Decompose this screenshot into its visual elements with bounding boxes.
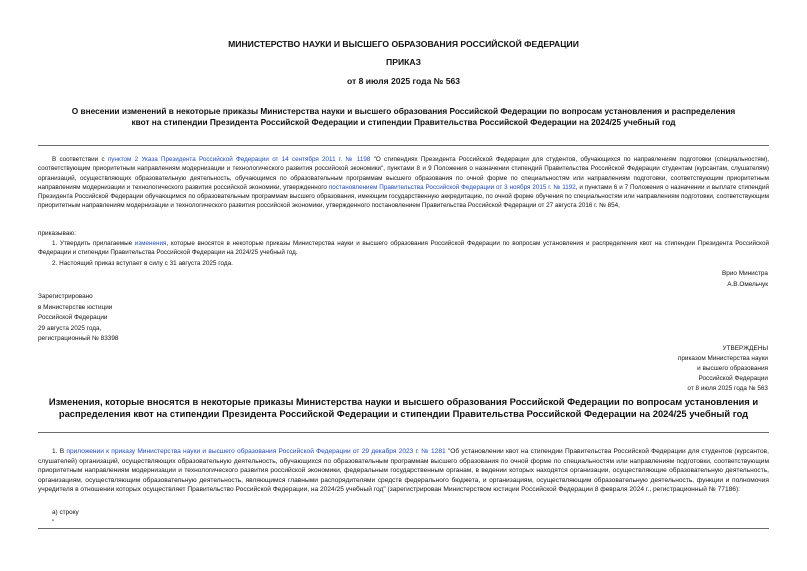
resolution-link[interactable]: постановлением Правительства Российской Федерации от 3 ноября 2015 г. № 1192 — [328, 183, 576, 191]
registration-line: Зарегистрировано — [38, 293, 93, 300]
preamble-text-3: , и пунктами 6 и 7 Положения о назначении и выплате стипендий Президента Российской Федерации обучающимся по образовательным программам высшего образования, имеющим государственную аккредитацию, по очной форме обучения по специальностям или направлениям подготовки, соответствующим приоритетным направлениям модернизации и технологического развития российской экономики, утвержденного постановлением Правительства Российской Федерации от 27 августа 2016 г. № 854, — [38, 183, 769, 210]
preamble-text-2: "О стипендиях Президента Российской Федерации для студентов, обучающихся по направлениям подготовки (специальностям), соответствующим приоритетным направлениям модернизации и технологического развития российской экономики", пунктами 8 и 9 Положения о назначении стипендий Правительства Российской Федерации студентам (курсантам, слушателям) организаций, осуществляющих образовательную деятельность, обучающимся по образовательным программам высшего образования по очной форме по специальностям или направлениям подготовки, соответствующим приоритетным направлениям модернизации и технологического развития российской экономики, утвержденного — [38, 156, 770, 191]
change-item-1 — [38, 447, 769, 495]
change-1-text-b: "Об установлении квот на стипендии Правительства Российской Федерации для студентов (курсантов, слушателей) организаций, осуществляющих образовательную деятельность, обучающихся по образовательным программам высшего образования по очной форме по специальностям или направлениям подготовки, соответствующим приоритетным направлениям модернизации и технологического развития российской экономики, федеральным государственным органам, в ведении которых находятся организации, осуществляющие образовательную деятельность, организациям, осуществляющим образовательную деятельность, являющимся главными распорядителями средств федерального бюджета, и организациям, осуществляющим образовательную деятельность, функции и полномочия учредителя в отношении которых осуществляет Правительство Российской Федерации, на 2024/25 учебный год" (зарегистрирован Министерством юстиции Российской Федерации 8 февраля 2024 г., регистрационный № 77186): — [38, 448, 769, 494]
registration-line: регистрационный № 83398 — [38, 335, 119, 342]
approved-line: от 8 июля 2025 года № 563 — [687, 385, 768, 392]
changes-link[interactable]: изменения — [134, 240, 167, 247]
doc-type: ПРИКАЗ — [386, 57, 421, 67]
signature-position: Врио Министра — [722, 270, 768, 277]
changes-title-line-2: распределения квот на стипендии Президента Российской Федерации и стипендии Правительства Российской Федерации на 2024/25 учебный год — [58, 408, 749, 419]
preamble-text-1: В соответствии с — [52, 156, 108, 163]
registration-line: в Министерстве юстиции — [38, 304, 113, 311]
order-title-line-1: О внесении изменений в некоторые приказы Министерства науки и высшего образования Российской Федерации по вопросам установления и распределения — [71, 106, 736, 116]
divider — [38, 528, 769, 529]
appendix-link[interactable]: приложении к приказу Министерства науки и высшего образования Российской Федерации от 29 декабря 2023 г. № 1281 — [66, 448, 446, 455]
registration-line: 29 августа 2025 года, — [38, 325, 102, 332]
divider — [38, 145, 769, 146]
approved-line: УТВЕРЖДЕНЫ — [722, 345, 768, 352]
item-1-text-b: , которые вносятся в некоторые приказы Министерства науки и высшего образования Российской Федерации по вопросам установления и распределения квот на стипендии Президента Российской Федерации и стипендии Правительства Российской Федерации на 2024/25 учебный год. — [38, 240, 769, 257]
change-1-text-a: 1. В — [52, 448, 67, 455]
changes-title-line-1: Изменения, которые вносятся в некоторые приказы Министерства науки и высшего образования Российской Федерации по вопросам установления и — [48, 396, 759, 407]
approved-line: Российской Федерации — [698, 375, 768, 382]
approved-line: приказом Министерства науки — [677, 355, 768, 362]
signature-name: А.В.Омельчук — [727, 281, 768, 288]
quote-mark: " — [52, 519, 55, 526]
divider — [38, 432, 769, 433]
approved-line: и высшего образования — [697, 365, 768, 372]
item-1-text-a: 1. Утвердить прилагаемые — [52, 240, 135, 247]
sub-item-a: а) строку — [52, 509, 79, 516]
registration-line: Российской Федерации — [38, 314, 108, 321]
order-date: от 8 июля 2025 года № 563 — [346, 76, 461, 86]
preamble-paragraph — [38, 155, 769, 211]
item-2: 2. Настоящий приказ вступает в силу с 31 августа 2025 года. — [52, 260, 233, 267]
item-1 — [38, 239, 769, 258]
order-word: приказываю: — [38, 230, 76, 237]
ministry-name: МИНИСТЕРСТВО НАУКИ И ВЫСШЕГО ОБРАЗОВАНИЯ РОССИЙСКОЙ ФЕДЕРАЦИИ — [228, 39, 579, 49]
decree-link[interactable]: пунктом 2 Указа Президента Российской Федерации от 14 сентября 2011 г. № 1198 — [107, 156, 371, 163]
order-title-line-2: квот на стипендии Президента Российской Федерации и стипендии Правительства Российской Федерации на 2024/25 учебный год — [131, 117, 676, 127]
